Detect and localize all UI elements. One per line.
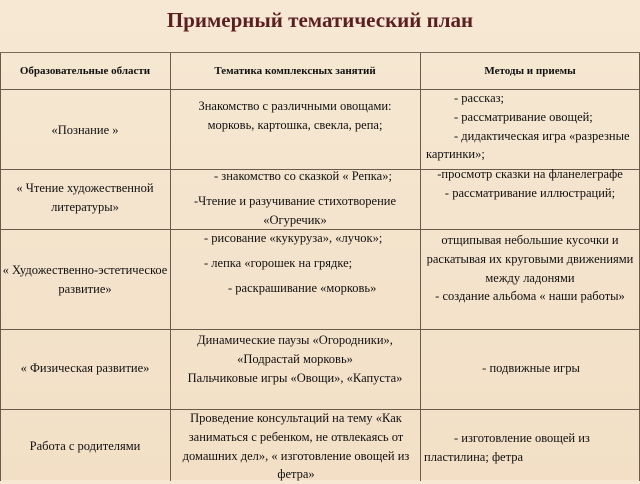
header-topics: Тематика комплексных занятий xyxy=(214,65,376,77)
topics-physical: Динамические паузы «Огородники», «Подрастай морковь» Пальчиковые игры «Овощи», «Капуста» xyxy=(187,333,403,385)
area-cognition: «Познание » xyxy=(51,123,119,137)
area-reading: « Чтение художественной литературы» xyxy=(16,181,154,214)
methods-cognition: - рассказ; - рассматривание овощей; - дидактическая игра «разрезные картинки»; xyxy=(426,91,630,162)
topics-reading: - знакомство со сказкой « Репка»; -Чтение и разучивание стихотворение «Огуречик» xyxy=(193,169,396,227)
thematic-plan-table xyxy=(0,52,640,481)
topic-cognition: Знакомство с различными овощами: морковь, картошка, свекла, репа; xyxy=(198,99,392,132)
methods-parents: - изготовление овощей из пластилина; фетра xyxy=(424,431,590,464)
area-art: « Художественно-эстетическое развитие» xyxy=(2,263,168,296)
header-methods: Методы и приемы xyxy=(484,65,576,77)
topics-art: - рисование «кукуруза», «лучок»; - лепка «горошек на грядке; - раскрашивание «морковь» xyxy=(204,231,383,295)
area-physical: « Физическая развитие» xyxy=(20,361,150,375)
methods-reading: -просмотр сказки на фланелеграфе - рассматривание иллюстраций; xyxy=(437,167,623,200)
header-areas: Образовательные области xyxy=(19,65,151,77)
area-parents: Работа с родителями xyxy=(29,439,141,453)
methods-art: отщипывая небольшие кусочки и раскатывая их круговыми движениями между ладонями - создание альбома « наши работы» xyxy=(426,233,634,304)
topics-parents: Проведение консультаций на тему «Как заниматься с ребенком, не отвлекаясь от домашних дел», « изготовление овощей из фетра» xyxy=(182,411,410,482)
page-title: Примерный тематический план xyxy=(166,8,474,32)
methods-physical: - подвижные игры xyxy=(482,361,580,375)
